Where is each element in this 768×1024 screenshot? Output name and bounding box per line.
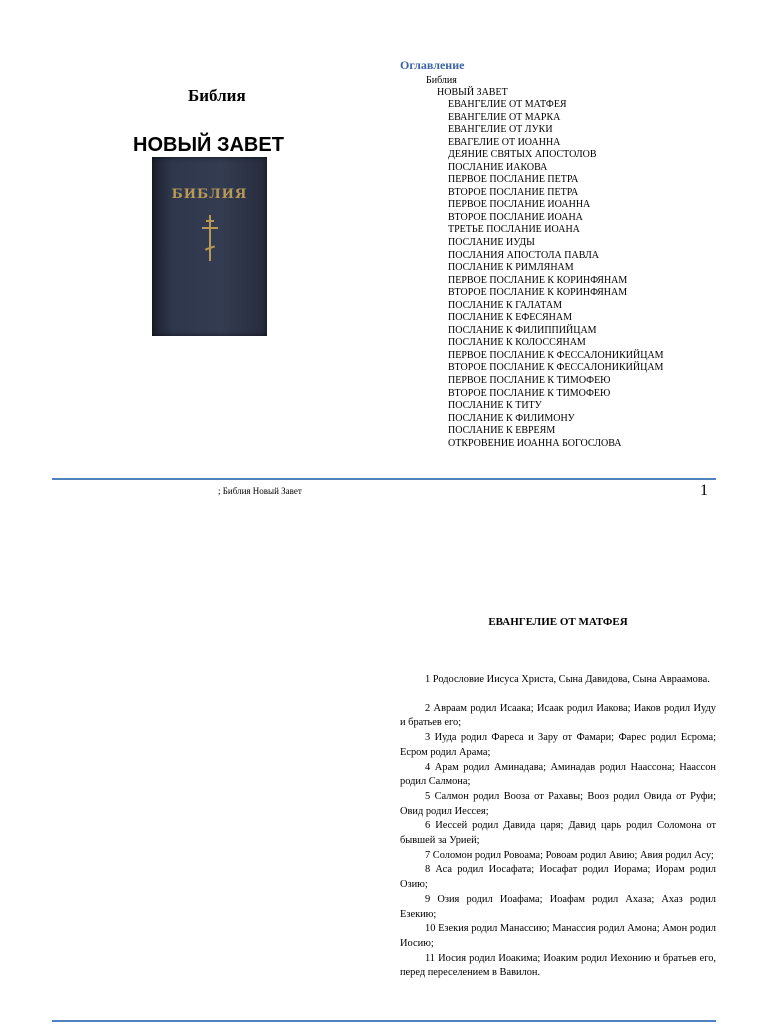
toc-item[interactable]: ВТОРОЕ ПОСЛАНИЕ К ТИМОФЕЮ: [448, 387, 611, 399]
toc-item[interactable]: ВТОРОЕ ПОСЛАНИЕ ПЕТРА: [448, 186, 579, 198]
verse: 3 Иуда родил Фареса и Зару от Фамари; Фарес родил Есрома; Есром родил Арама;: [400, 732, 716, 758]
toc-item[interactable]: ПОСЛАНИЕ К РИМЛЯНАМ: [448, 262, 574, 274]
verse: 8 Аса родил Иосафата; Иосафат родил Иорама; Иорам родил Озию;: [400, 864, 716, 891]
toc-section-link[interactable]: НОВЫЙ ЗАВЕТ: [437, 87, 508, 98]
toc-item[interactable]: ПЕРВОЕ ПОСЛАНИЕ ИОАННА: [448, 199, 591, 211]
toc-list: [448, 99, 664, 450]
toc-item[interactable]: ПЕРВОЕ ПОСЛАНИЕ ПЕТРА: [448, 174, 579, 186]
toc-item[interactable]: ЕВАНГЕЛИЕ ОТ МАТФЕЯ: [448, 99, 567, 110]
toc-item[interactable]: ЕВАГЕЛИЕ ОТ ИОАННА: [448, 136, 561, 148]
document-subtitle: НОВЫЙ ЗАВЕТ: [133, 134, 284, 156]
toc-item[interactable]: ПОСЛАНИЕ К ФИЛИППИЙЦАМ: [448, 324, 597, 336]
toc-item[interactable]: ПЕРВОЕ ПОСЛАНИЕ К ТИМОФЕЮ: [448, 375, 611, 387]
toc-heading: Оглавление: [400, 58, 465, 72]
verse: 4 Арам родил Аминадава; Аминадав родил Наассона; Наассон родил Салмона;: [400, 761, 716, 788]
page-number: 1: [700, 482, 708, 499]
toc-item[interactable]: ПОСЛАНИЕ К КОЛОССЯНАМ: [448, 337, 586, 349]
toc-item[interactable]: ВТОРОЕ ПОСЛАНИЕ К КОРИНФЯНАМ: [448, 287, 628, 299]
toc-item[interactable]: ПОСЛАНИЯ АПОСТОЛА ПАВЛА: [448, 249, 600, 261]
toc-item[interactable]: ПОСЛАНИЕ ИАКОВА: [448, 161, 548, 173]
verse-list: [400, 673, 716, 981]
verse: 11 Иосия родил Иоакима; Иоаким родил Иехонию и братьев его, перед переселением в Вавилон.: [400, 952, 716, 979]
cover-title: БИБЛИЯ: [171, 187, 248, 202]
toc-item[interactable]: ОТКРОВЕНИЕ ИОАННА БОГОСЛОВА: [448, 437, 622, 449]
document-title: Библия: [188, 86, 246, 105]
toc-item[interactable]: ПОСЛАНИЕ ИУДЫ: [448, 237, 535, 249]
toc-item[interactable]: ПОСЛАНИЕ К ЕВРЕЯМ: [448, 425, 556, 437]
toc-item[interactable]: ПОСЛАНИЕ К ФИЛИМОНУ: [448, 412, 575, 424]
page-divider: [52, 1020, 716, 1022]
toc-item[interactable]: ВТОРОЕ ПОСЛАНИЕ ИОАНА: [448, 211, 583, 223]
toc-item[interactable]: ПОСЛАНИЕ К ЕФЕСЯНАМ: [448, 312, 573, 324]
verse: 1 Родословие Иисуса Христа, Сына Давидова, Сына Авраамова.: [425, 674, 710, 685]
verse: 10 Езекия родил Манассию; Манассия родил Амона; Амон родил Иосию;: [400, 923, 716, 949]
toc-item[interactable]: ПЕРВОЕ ПОСЛАНИЕ К КОРИНФЯНАМ: [448, 274, 628, 286]
toc-item[interactable]: ПЕРВОЕ ПОСЛАНИЕ К ФЕССАЛОНИКИЙЦАМ: [448, 349, 664, 361]
verse: 6 Иессей родил Давида царя; Давид царь родил Соломона от бывшей за Урией;: [400, 820, 716, 847]
toc-item[interactable]: ДЕЯНИЕ СВЯТЫХ АПОСТОЛОВ: [448, 149, 597, 161]
toc-item[interactable]: ПОСЛАНИЕ К ГАЛАТАМ: [448, 299, 562, 311]
toc-item[interactable]: ЕВАНГЕЛИЕ ОТ ЛУКИ: [448, 124, 553, 136]
verse: 5 Салмон родил Вооза от Рахавы; Вооз родил Овида от Руфи; Овид родил Иессея;: [400, 790, 716, 817]
toc-item[interactable]: ТРЕТЬЕ ПОСЛАНИЕ ИОАНА: [448, 224, 580, 236]
footer-divider: [52, 478, 716, 480]
toc-item[interactable]: ВТОРОЕ ПОСЛАНИЕ К ФЕССАЛОНИКИЙЦАМ: [448, 362, 664, 374]
orthodox-cross-icon: [202, 215, 218, 261]
toc-item[interactable]: ПОСЛАНИЕ К ТИТУ: [448, 400, 542, 412]
book-cover-image: [152, 157, 267, 336]
verse: 7 Соломон родил Ровоама; Ровоам родил Авию; Авия родил Асу;: [425, 849, 714, 861]
footer-text: ; Библия Новый Завет: [218, 486, 302, 496]
toc-item[interactable]: ЕВАНГЕЛИЕ ОТ МАРКА: [448, 111, 561, 123]
verse: 2 Авраам родил Исаака; Исаак родил Иакова; Иаков родил Иуду и братьев его;: [400, 702, 716, 729]
verse: 9 Озия родил Иоафама; Иоафам родил Ахаза; Ахаз родил Езекию;: [400, 893, 716, 920]
toc-root-link[interactable]: Библия: [426, 75, 457, 86]
chapter-title: ЕВАНГЕЛИЕ ОТ МАТФЕЯ: [488, 616, 628, 628]
